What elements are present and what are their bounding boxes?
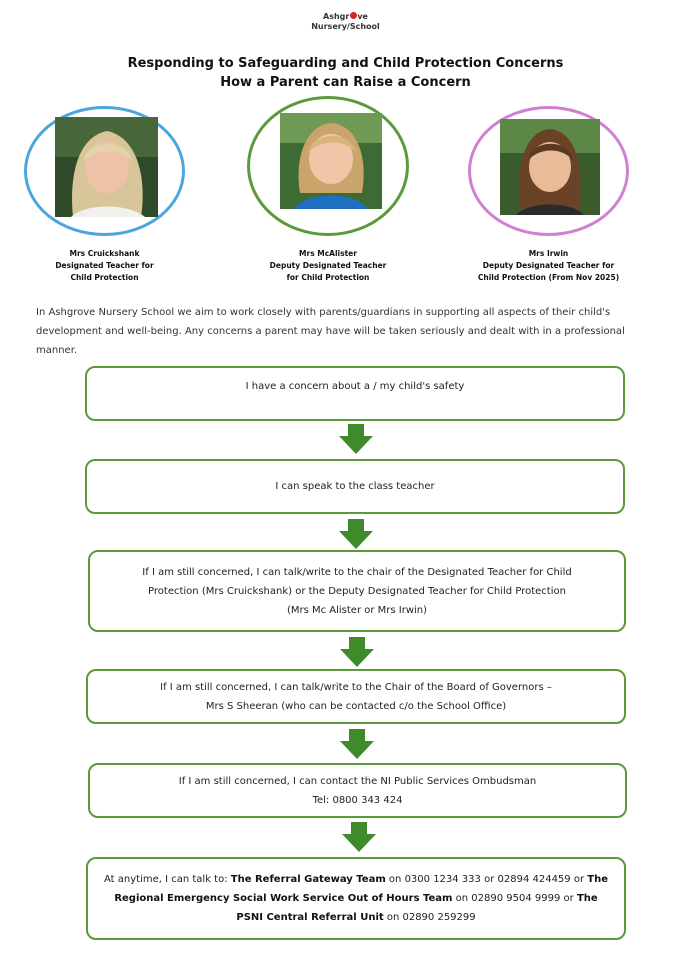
flow-step-1 xyxy=(85,366,625,421)
staff-caption-cruickshank xyxy=(24,248,185,284)
staff-caption-irwin xyxy=(455,248,642,284)
flow-step-text: on 02890 259299 xyxy=(383,912,476,923)
portrait-photo-mcalister xyxy=(280,113,382,209)
flow-step-text: I can speak to the class teacher xyxy=(275,481,435,492)
page-title: Responding to Safeguarding and Child Protection Concerns xyxy=(127,56,564,71)
down-arrow-icon xyxy=(339,519,373,549)
staff-role: Designated Teacher for xyxy=(55,261,154,270)
logo-text-part1: Ashgr xyxy=(323,12,350,21)
flow-step-text: Tel: 0800 343 424 xyxy=(312,794,403,806)
flow-step-text: If I am still concerned, I can contact the NI Public Services Ombudsman xyxy=(178,775,537,787)
flow-step-2 xyxy=(85,459,625,514)
portrait-frame-irwin xyxy=(468,106,629,236)
flow-step-text: on 0300 1234 333 or 02894 424459 or xyxy=(385,874,588,885)
flow-step-text: Mrs S Sheeran (who can be contacted c/o the School Office) xyxy=(205,700,507,712)
intro-paragraph: In Ashgrove Nursery School we aim to work closely with parents/guardians in supporting all aspects of their child's development and well-being. Any concerns a parent may have will be taken seriously and dealt with in a professional manner. xyxy=(36,307,625,356)
page-subtitle: How a Parent can Raise a Concern xyxy=(220,75,471,90)
flow-step-4 xyxy=(86,669,626,724)
staff-name: Mrs McAlister xyxy=(299,249,357,258)
staff-role: Child Protection xyxy=(70,273,139,282)
flow-step-3 xyxy=(88,550,626,632)
psni-central-referral-unit: The PSNI Central Referral Unit xyxy=(236,893,598,923)
flow-step-text: I have a concern about a / my child's safety xyxy=(245,381,465,392)
down-arrow-icon xyxy=(340,729,374,759)
portrait-frame-cruickshank xyxy=(24,106,185,236)
logo-text-part2: ve xyxy=(357,12,368,21)
staff-role: Deputy Designated Teacher for xyxy=(482,261,615,270)
flow-step-text: Protection (Mrs Cruickshank) or the Deputy Designated Teacher for Child Protection xyxy=(148,585,566,597)
down-arrow-icon xyxy=(340,637,374,667)
portrait-frame-mcalister xyxy=(247,96,409,236)
flow-step-5 xyxy=(88,763,627,818)
flow-step-text: (Mrs Mc Alister or Mrs Irwin) xyxy=(286,604,428,616)
flow-step-text: If I am still concerned, I can talk/write to the Chair of the Board of Governors – xyxy=(160,681,552,693)
emergency-social-work-service: The Regional Emergency Social Work Service Out of Hours Team xyxy=(114,874,608,904)
referral-gateway-team: The Referral Gateway Team xyxy=(230,874,386,885)
staff-role: Deputy Designated Teacher xyxy=(269,261,387,270)
down-arrow-icon xyxy=(342,822,376,852)
flow-step-text: on 02890 9504 9999 or xyxy=(452,893,577,904)
staff-caption-mcalister xyxy=(238,248,418,284)
staff-name: Mrs Cruickshank xyxy=(69,249,140,258)
portrait-photo-irwin xyxy=(500,119,600,215)
logo-subtitle: Nursery/School xyxy=(311,22,380,31)
portrait-photo-cruickshank xyxy=(55,117,158,217)
flow-step-text: If I am still concerned, I can talk/write to the chair of the Designated Teacher for Child xyxy=(142,566,572,578)
flow-step-text: At anytime, I can talk to: xyxy=(104,874,231,885)
staff-role: Child Protection (From Nov 2025) xyxy=(477,273,620,282)
staff-name: Mrs Irwin xyxy=(528,249,569,258)
down-arrow-icon xyxy=(339,424,373,454)
school-logo xyxy=(0,12,691,32)
referral-contacts xyxy=(104,870,608,927)
staff-role: for Child Protection xyxy=(286,273,370,282)
flow-step-6 xyxy=(86,857,626,940)
